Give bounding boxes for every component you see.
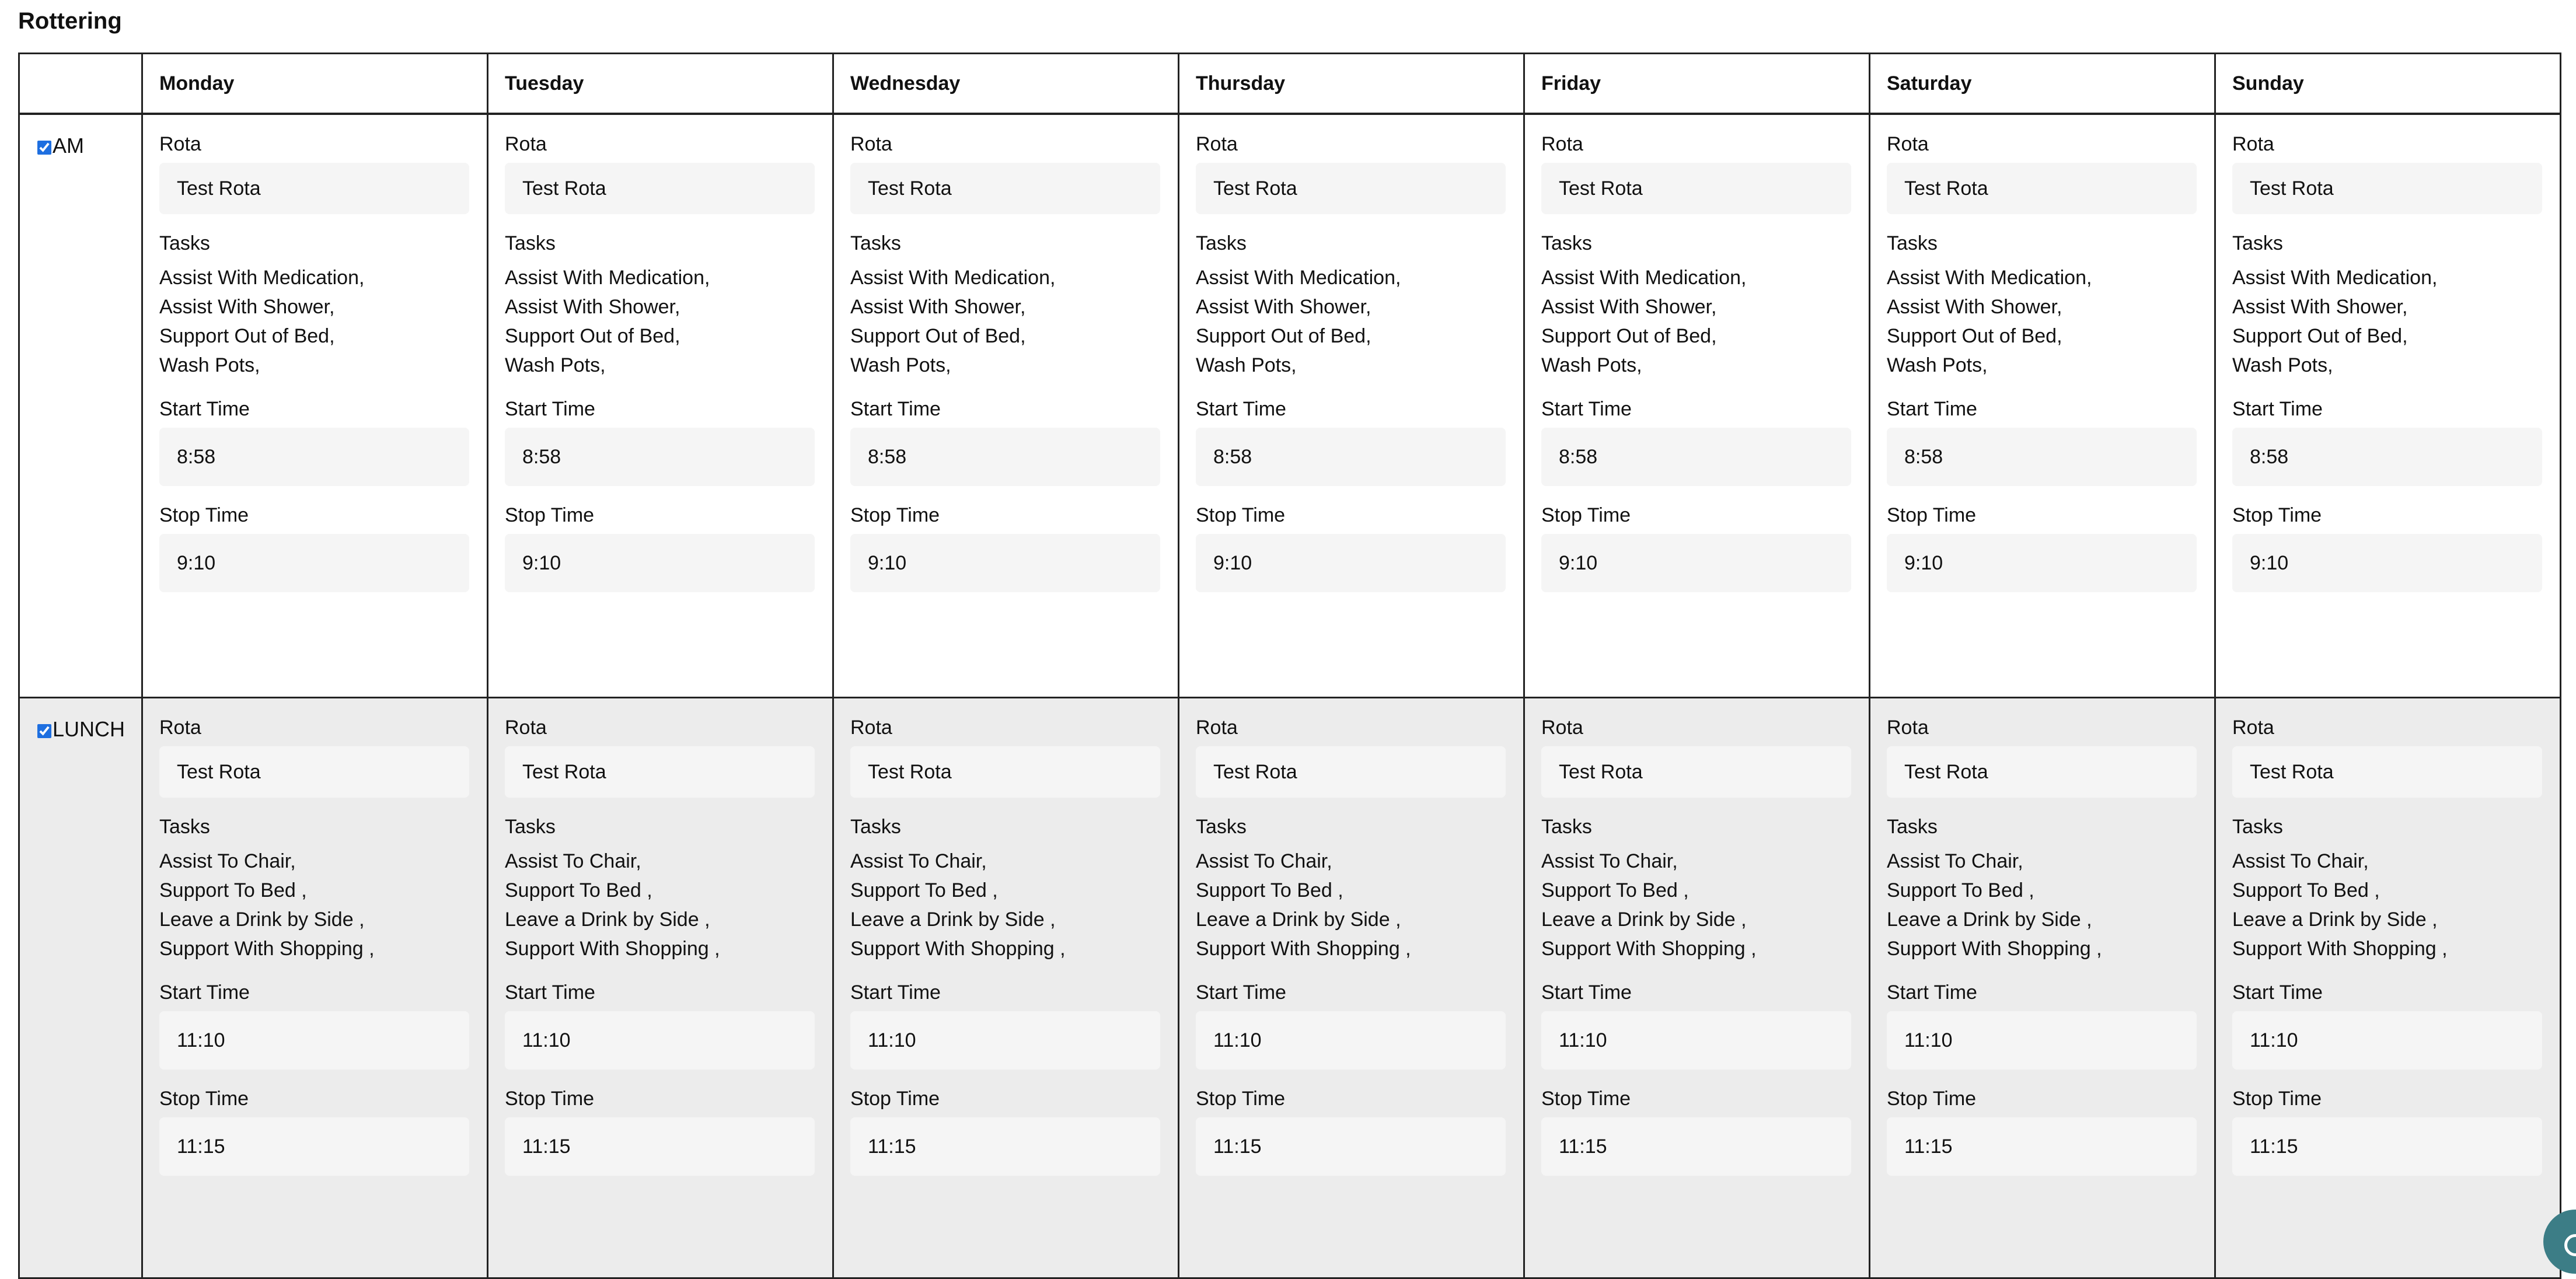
start-time-field[interactable]: 11:10 <box>505 1011 815 1070</box>
rota-field[interactable]: Test Rota <box>1541 746 1851 798</box>
day-shift-cell <box>2215 114 2561 698</box>
task-item: Leave a Drink by Side , <box>2232 908 2438 931</box>
task-item: Support With Shopping , <box>850 938 1066 960</box>
day-shift-cell <box>142 114 488 698</box>
task-item: Assist With Shower, <box>159 296 335 318</box>
task-item: Assist With Shower, <box>2232 296 2408 318</box>
task-item: Leave a Drink by Side , <box>159 908 365 931</box>
stop-time-label: Stop Time <box>1887 1088 1977 1110</box>
task-item: Wash Pots, <box>505 354 606 376</box>
task-item: Leave a Drink by Side , <box>1196 908 1401 931</box>
task-item: Support To Bed , <box>1541 879 1689 901</box>
stop-time-field[interactable]: 11:15 <box>850 1117 1160 1176</box>
start-time-label: Start Time <box>505 398 595 420</box>
start-time-field[interactable]: 8:58 <box>1541 428 1851 486</box>
day-shift-cell <box>1179 698 1524 1278</box>
header-day: Thursday <box>1179 54 1524 114</box>
task-item: Support With Shopping , <box>1196 938 1411 960</box>
shift-label-cell <box>19 114 142 698</box>
day-shift-cell <box>1524 698 1870 1278</box>
tasks-list <box>1887 847 2197 963</box>
task-item: Support Out of Bed, <box>1887 325 2062 347</box>
day-shift-cell <box>1870 698 2215 1278</box>
shift-label: LUNCH <box>53 717 125 741</box>
task-item: Assist With Shower, <box>850 296 1026 318</box>
rota-label: Rota <box>1887 133 1929 155</box>
start-time-field[interactable]: 8:58 <box>2232 428 2542 486</box>
task-item: Support Out of Bed, <box>505 325 680 347</box>
task-item: Assist With Medication, <box>1887 267 2092 289</box>
tasks-label: Tasks <box>505 816 556 838</box>
day-shift-cell <box>488 698 833 1278</box>
rota-field[interactable]: Test Rota <box>1541 163 1851 214</box>
task-item: Support Out of Bed, <box>159 325 335 347</box>
tasks-label: Tasks <box>1196 816 1247 838</box>
start-time-label: Start Time <box>1196 398 1286 420</box>
shift-enabled-checkbox[interactable] <box>37 141 51 155</box>
header-day: Wednesday <box>833 54 1179 114</box>
start-time-field[interactable]: 8:58 <box>850 428 1160 486</box>
tasks-label: Tasks <box>1541 232 1592 254</box>
stop-time-label: Stop Time <box>1887 504 1977 526</box>
stop-time-field[interactable]: 9:10 <box>2232 534 2542 592</box>
task-item: Leave a Drink by Side , <box>1887 908 2092 931</box>
stop-time-label: Stop Time <box>159 1088 249 1110</box>
rota-label: Rota <box>1196 717 1238 739</box>
task-item: Wash Pots, <box>1196 354 1297 376</box>
task-item: Assist With Medication, <box>159 267 365 289</box>
shift-row <box>19 698 2561 1278</box>
tasks-label: Tasks <box>505 232 556 254</box>
start-time-field[interactable]: 11:10 <box>1196 1011 1506 1070</box>
tasks-list <box>1541 847 1851 963</box>
start-time-field[interactable]: 11:10 <box>159 1011 469 1070</box>
task-item: Assist To Chair, <box>505 850 641 872</box>
stop-time-field[interactable]: 9:10 <box>1541 534 1851 592</box>
tasks-list <box>505 263 815 380</box>
tasks-list <box>159 263 469 380</box>
task-item: Wash Pots, <box>1887 354 1988 376</box>
task-item: Support With Shopping , <box>505 938 720 960</box>
header-day: Monday <box>142 54 488 114</box>
stop-time-label: Stop Time <box>2232 504 2322 526</box>
tasks-list <box>1196 263 1506 380</box>
rota-field[interactable]: Test Rota <box>159 746 469 798</box>
header-row <box>19 54 2561 114</box>
stop-time-label: Stop Time <box>1196 1088 1286 1110</box>
rota-field[interactable]: Test Rota <box>505 163 815 214</box>
task-item: Support To Bed , <box>159 879 307 901</box>
task-item: Support Out of Bed, <box>2232 325 2408 347</box>
header-day: Tuesday <box>488 54 833 114</box>
tasks-list <box>2232 263 2542 380</box>
task-item: Wash Pots, <box>1541 354 1642 376</box>
day-shift-cell <box>2215 698 2561 1278</box>
rota-field[interactable]: Test Rota <box>850 163 1160 214</box>
rota-label: Rota <box>1887 717 1929 739</box>
task-item: Support To Bed , <box>850 879 998 901</box>
task-item: Assist With Shower, <box>1887 296 2062 318</box>
day-shift-cell <box>488 114 833 698</box>
start-time-label: Start Time <box>2232 981 2323 1004</box>
rota-field[interactable]: Test Rota <box>1887 163 2197 214</box>
rota-label: Rota <box>850 717 892 739</box>
task-item: Assist To Chair, <box>1541 850 1678 872</box>
day-shift-cell <box>1524 114 1870 698</box>
task-item: Assist With Medication, <box>850 267 1056 289</box>
task-item: Support To Bed , <box>1887 879 2034 901</box>
day-shift-cell <box>833 698 1179 1278</box>
rota-field[interactable]: Test Rota <box>850 746 1160 798</box>
shift-enabled-checkbox[interactable] <box>37 724 51 738</box>
rota-field[interactable]: Test Rota <box>505 746 815 798</box>
task-item: Assist With Shower, <box>505 296 680 318</box>
task-item: Assist To Chair, <box>850 850 987 872</box>
start-time-label: Start Time <box>1541 981 1632 1004</box>
task-item: Support With Shopping , <box>159 938 375 960</box>
task-item: Support With Shopping , <box>1887 938 2102 960</box>
stop-time-field[interactable]: 11:15 <box>1541 1117 1851 1176</box>
shift-label-cell <box>19 698 142 1278</box>
stop-time-field[interactable]: 11:15 <box>159 1117 469 1176</box>
tasks-label: Tasks <box>159 232 210 254</box>
start-time-label: Start Time <box>159 398 250 420</box>
tasks-label: Tasks <box>1887 816 1938 838</box>
start-time-field[interactable]: 11:10 <box>1541 1011 1851 1070</box>
stop-time-label: Stop Time <box>1196 504 1286 526</box>
rota-label: Rota <box>1541 717 1583 739</box>
task-item: Leave a Drink by Side , <box>505 908 710 931</box>
stop-time-label: Stop Time <box>1541 1088 1631 1110</box>
rota-label: Rota <box>850 133 892 155</box>
task-item: Support With Shopping , <box>2232 938 2448 960</box>
tasks-label: Tasks <box>2232 232 2283 254</box>
header-empty-cell <box>19 54 142 114</box>
rota-label: Rota <box>2232 717 2274 739</box>
stop-time-field[interactable]: 9:10 <box>1196 534 1506 592</box>
task-item: Support To Bed , <box>505 879 652 901</box>
task-item: Assist To Chair, <box>2232 850 2369 872</box>
stop-time-field[interactable]: 11:15 <box>2232 1117 2542 1176</box>
rota-label: Rota <box>2232 133 2274 155</box>
rota-label: Rota <box>505 717 547 739</box>
task-item: Support Out of Bed, <box>850 325 1026 347</box>
stop-time-field[interactable]: 11:15 <box>1887 1117 2197 1176</box>
stop-time-label: Stop Time <box>505 504 595 526</box>
task-item: Support To Bed , <box>2232 879 2380 901</box>
tasks-label: Tasks <box>1887 232 1938 254</box>
tasks-label: Tasks <box>159 816 210 838</box>
stop-time-label: Stop Time <box>505 1088 595 1110</box>
task-item: Assist With Shower, <box>1196 296 1371 318</box>
task-item: Support With Shopping , <box>1541 938 1757 960</box>
day-shift-cell <box>1179 114 1524 698</box>
tasks-list <box>505 847 815 963</box>
header-day: Sunday <box>2215 54 2561 114</box>
task-item: Wash Pots, <box>2232 354 2333 376</box>
rota-field[interactable]: Test Rota <box>2232 163 2542 214</box>
rota-field[interactable]: Test Rota <box>2232 746 2542 798</box>
start-time-field[interactable]: 8:58 <box>1196 428 1506 486</box>
start-time-label: Start Time <box>159 981 250 1004</box>
tasks-list <box>1887 263 2197 380</box>
start-time-label: Start Time <box>1196 981 1286 1004</box>
start-time-label: Start Time <box>2232 398 2323 420</box>
rota-field[interactable]: Test Rota <box>1887 746 2197 798</box>
stop-time-field[interactable]: 11:15 <box>505 1117 815 1176</box>
rota-label: Rota <box>1541 133 1583 155</box>
rota-label: Rota <box>505 133 547 155</box>
stop-time-field[interactable]: 9:10 <box>1887 534 2197 592</box>
task-item: Assist To Chair, <box>159 850 296 872</box>
task-item: Leave a Drink by Side , <box>1541 908 1747 931</box>
start-time-label: Start Time <box>1541 398 1632 420</box>
tasks-list <box>850 847 1160 963</box>
start-time-field[interactable]: 11:10 <box>2232 1011 2542 1070</box>
day-shift-cell <box>833 114 1179 698</box>
start-time-field[interactable]: 8:58 <box>1887 428 2197 486</box>
start-time-label: Start Time <box>850 398 941 420</box>
rota-label: Rota <box>1196 133 1238 155</box>
tasks-label: Tasks <box>1196 232 1247 254</box>
stop-time-label: Stop Time <box>159 504 249 526</box>
tasks-list <box>1541 263 1851 380</box>
shift-label: AM <box>53 134 84 158</box>
stop-time-label: Stop Time <box>850 504 940 526</box>
tasks-label: Tasks <box>850 816 901 838</box>
task-item: Support Out of Bed, <box>1541 325 1717 347</box>
start-time-field[interactable]: 8:58 <box>505 428 815 486</box>
stop-time-label: Stop Time <box>850 1088 940 1110</box>
task-item: Wash Pots, <box>850 354 951 376</box>
stop-time-label: Stop Time <box>2232 1088 2322 1110</box>
tasks-label: Tasks <box>850 232 901 254</box>
start-time-field[interactable]: 8:58 <box>159 428 469 486</box>
rota-field[interactable]: Test Rota <box>1196 163 1506 214</box>
stop-time-field[interactable]: 9:10 <box>505 534 815 592</box>
tasks-list <box>1196 847 1506 963</box>
rota-label: Rota <box>159 717 201 739</box>
header-day: Friday <box>1524 54 1870 114</box>
weekly-rota-table <box>18 53 2561 1279</box>
stop-time-field[interactable]: 9:10 <box>159 534 469 592</box>
task-item: Support Out of Bed, <box>1196 325 1371 347</box>
rota-field[interactable]: Test Rota <box>1196 746 1506 798</box>
task-item: Assist With Medication, <box>1541 267 1747 289</box>
day-shift-cell <box>1870 114 2215 698</box>
task-item: Support To Bed , <box>1196 879 1343 901</box>
tasks-label: Tasks <box>1541 816 1592 838</box>
tasks-list <box>850 263 1160 380</box>
rota-field[interactable]: Test Rota <box>159 163 469 214</box>
task-item: Assist With Medication, <box>1196 267 1401 289</box>
start-time-label: Start Time <box>505 981 595 1004</box>
task-item: Assist With Medication, <box>2232 267 2438 289</box>
header-day: Saturday <box>1870 54 2215 114</box>
stop-time-field[interactable]: 9:10 <box>850 534 1160 592</box>
stop-time-field[interactable]: 11:15 <box>1196 1117 1506 1176</box>
start-time-label: Start Time <box>850 981 941 1004</box>
start-time-label: Start Time <box>1887 981 1977 1004</box>
start-time-field[interactable]: 11:10 <box>850 1011 1160 1070</box>
task-item: Assist With Shower, <box>1541 296 1717 318</box>
tasks-label: Tasks <box>2232 816 2283 838</box>
tasks-list <box>2232 847 2542 963</box>
start-time-label: Start Time <box>1887 398 1977 420</box>
stop-time-label: Stop Time <box>1541 504 1631 526</box>
task-item: Assist To Chair, <box>1196 850 1332 872</box>
task-item: Assist With Medication, <box>505 267 710 289</box>
tasks-list <box>159 847 469 963</box>
rota-label: Rota <box>159 133 201 155</box>
page-title: Rottering <box>18 8 122 34</box>
task-item: Leave a Drink by Side , <box>850 908 1056 931</box>
task-item: Wash Pots, <box>159 354 260 376</box>
shift-row <box>19 114 2561 698</box>
day-shift-cell <box>142 698 488 1278</box>
start-time-field[interactable]: 11:10 <box>1887 1011 2197 1070</box>
task-item: Assist To Chair, <box>1887 850 2023 872</box>
